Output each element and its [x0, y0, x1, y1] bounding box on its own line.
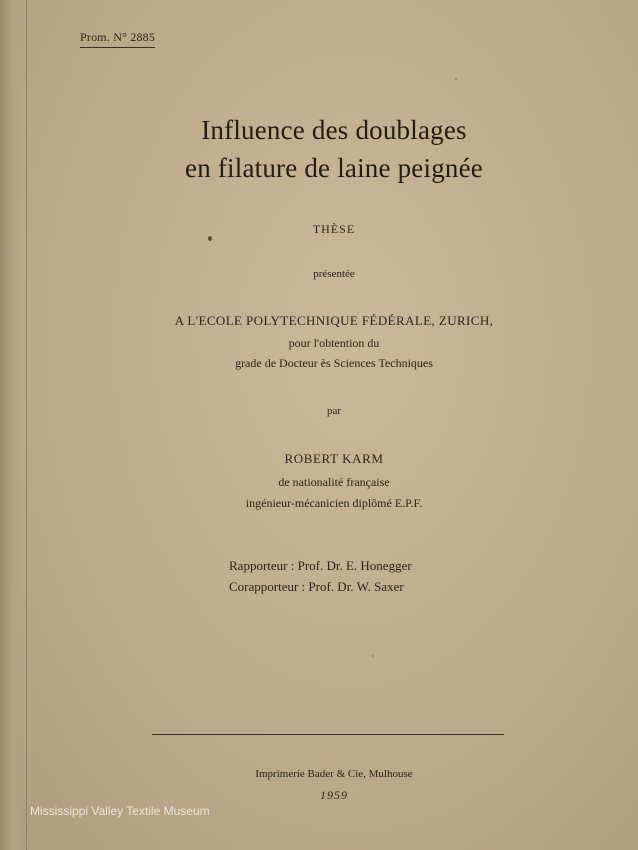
school-name: A L'ECOLE POLYTECHNIQUE FÉDÉRALE, ZURICH,	[174, 313, 494, 328]
divider-rule	[152, 734, 504, 735]
author-qualification: ingénieur-mécanicien diplômé E.P.F.	[245, 496, 423, 510]
title-line-1: Influence des doublages	[201, 115, 467, 145]
title-line-2: en filature de laine peignée	[185, 153, 483, 183]
corapporteur: Corapporteur : Prof. Dr. W. Saxer	[229, 579, 404, 594]
paper-speck	[372, 655, 374, 657]
degree-text: grade de Docteur ès Sciences Techniques	[235, 356, 433, 370]
author-nationality: de nationalité française	[278, 475, 390, 489]
par-label: par	[326, 405, 342, 417]
presentee-label: présentée	[313, 268, 355, 280]
paper-speck	[455, 78, 457, 80]
obtention-text: pour l'obtention du	[288, 336, 380, 350]
watermark-text: Mississippi Valley Textile Museum	[30, 804, 210, 818]
promotion-number: Prom. N° 2885	[80, 30, 155, 48]
publication-year: 1959	[320, 788, 348, 802]
author-name: ROBERT KARM	[284, 451, 384, 466]
printer-imprint: Imprimerie Bader & Cie, Mulhouse	[255, 768, 413, 780]
these-label: THÈSE	[312, 222, 356, 236]
rapporteur: Rapporteur : Prof. Dr. E. Honegger	[229, 558, 412, 573]
